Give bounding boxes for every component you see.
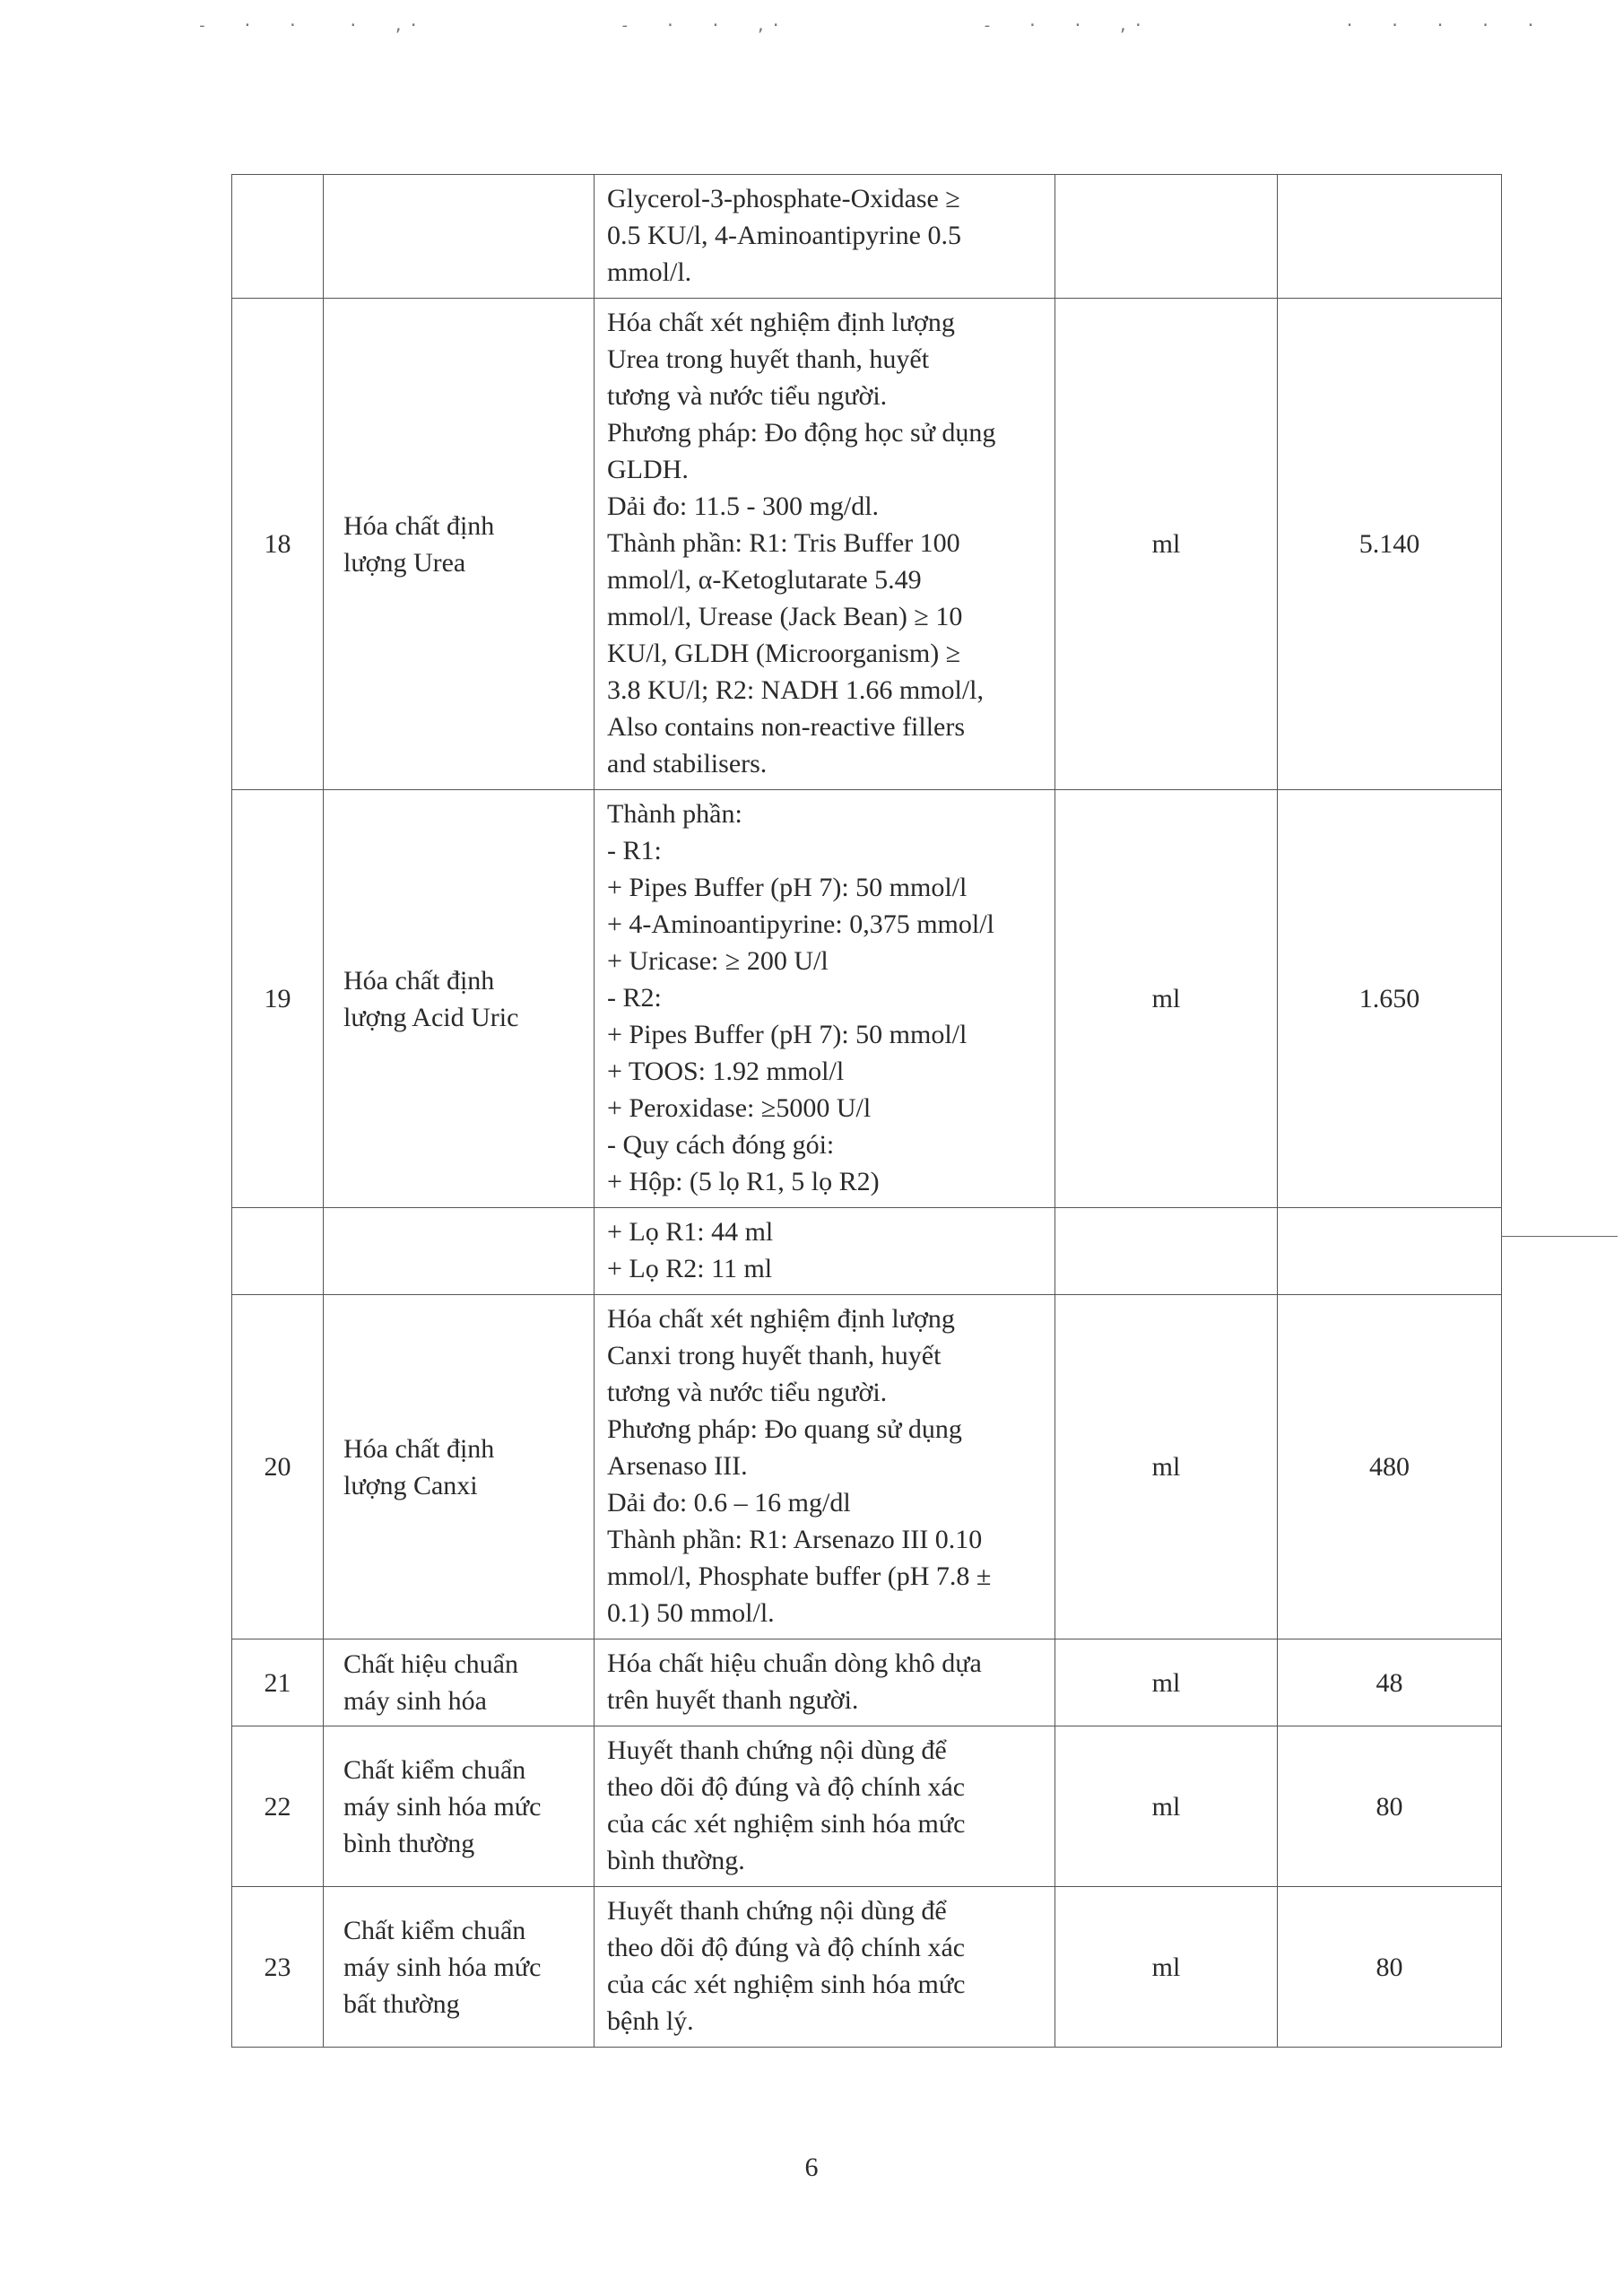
description-line: mmol/l. (607, 257, 692, 287)
table-row (232, 790, 1502, 1208)
product-name-cell (324, 1726, 595, 1887)
table-row (232, 299, 1502, 790)
description-line: Canxi trong huyết thanh, huyết (607, 1341, 942, 1370)
description-line: and stabilisers. (607, 749, 768, 778)
description-line: + Pipes Buffer (pH 7): 50 mmol/l (607, 1020, 968, 1049)
product-name-line: bình thường (343, 1828, 475, 1858)
description-line: theo dõi độ đúng và độ chính xác (607, 1933, 966, 1962)
table-row (232, 1295, 1502, 1639)
unit-cell (1055, 1726, 1278, 1887)
quantity-cell (1278, 1887, 1502, 2048)
description-line: + Hộp: (5 lọ R1, 5 lọ R2) (607, 1167, 880, 1196)
quantity-value: 1.650 (1358, 984, 1420, 1013)
quantity-cell (1278, 1726, 1502, 1887)
table-row (232, 175, 1502, 299)
row-number-cell (232, 175, 324, 299)
description-line: bình thường. (607, 1846, 745, 1875)
description-line: Thành phần: (607, 799, 742, 829)
unit-cell (1055, 790, 1278, 1208)
product-name-cell (324, 790, 595, 1208)
description-line: Dải đo: 11.5 - 300 mg/dl. (607, 491, 880, 521)
description-line: Thành phần: R1: Tris Buffer 100 (607, 528, 960, 558)
quantity-cell (1278, 1208, 1502, 1295)
reagent-table (231, 174, 1502, 2048)
description-cell (595, 1639, 1055, 1726)
quantity-cell (1278, 299, 1502, 790)
description-line: - Quy cách đóng gói: (607, 1130, 835, 1160)
row-number: 18 (264, 529, 291, 559)
quantity-cell (1278, 175, 1502, 299)
description-line: bệnh lý. (607, 2006, 694, 2036)
description-cell (595, 175, 1055, 299)
table-row (232, 1726, 1502, 1887)
product-name-line: Chất kiểm chuẩn (343, 1754, 526, 1785)
description-cell (595, 1726, 1055, 1887)
description-line: Hóa chất hiệu chuẩn dòng khô dựa (607, 1648, 982, 1678)
product-name-cell (324, 1639, 595, 1726)
description-cell (595, 790, 1055, 1208)
unit-cell (1055, 1887, 1278, 2048)
quantity-value: 480 (1369, 1452, 1410, 1482)
product-name-line: Chất hiệu chuẩn (343, 1649, 518, 1679)
quantity-value: 48 (1376, 1667, 1403, 1698)
description-line: tương và nước tiểu người. (607, 381, 888, 411)
table-row (232, 1887, 1502, 2048)
description-line: theo dõi độ đúng và độ chính xác (607, 1772, 966, 1802)
description-line: + Lọ R1: 44 ml (607, 1217, 774, 1247)
product-name-cell (324, 1887, 595, 2048)
row-number-cell (232, 299, 324, 790)
product-name-cell (324, 1295, 595, 1639)
unit-value: ml (1151, 529, 1181, 559)
unit-cell (1055, 1295, 1278, 1639)
description-line: 0.1) 50 mmol/l. (607, 1598, 775, 1628)
description-line: Phương pháp: Đo quang sử dụng (607, 1414, 962, 1444)
product-name-line: máy sinh hóa (343, 1686, 487, 1716)
description-line: 0.5 KU/l, 4-Aminoantipyrine 0.5 (607, 221, 961, 250)
description-cell (595, 1887, 1055, 2048)
description-line: Urea trong huyết thanh, huyết (607, 344, 930, 374)
product-name-cell (324, 1208, 595, 1295)
description-line: Hóa chất xét nghiệm định lượng (607, 1304, 955, 1334)
product-name-line: lượng Acid Uric (343, 1002, 519, 1032)
description-line: Thành phần: R1: Arsenazo III 0.10 (607, 1525, 983, 1554)
description-line: của các xét nghiệm sinh hóa mức (607, 1970, 966, 1999)
product-name-cell (324, 175, 595, 299)
description-line: 3.8 KU/l; R2: NADH 1.66 mmol/l, (607, 675, 985, 705)
description-line: Phương pháp: Đo động học sử dụng (607, 418, 996, 448)
description-line: mmol/l, α-Ketoglutarate 5.49 (607, 565, 922, 595)
product-name-line: lượng Canxi (343, 1470, 478, 1500)
row-number-cell (232, 1887, 324, 2048)
description-cell (595, 1208, 1055, 1295)
description-line: + TOOS: 1.92 mmol/l (607, 1057, 845, 1086)
description-line: mmol/l, Urease (Jack Bean) ≥ 10 (607, 602, 963, 631)
product-name-line: bất thường (343, 1988, 460, 2019)
product-name-line: lượng Urea (343, 547, 466, 578)
unit-cell (1055, 1208, 1278, 1295)
description-line: KU/l, GLDH (Microorganism) ≥ (607, 639, 961, 668)
product-name-cell (324, 299, 595, 790)
row-number-cell (232, 1639, 324, 1726)
description-cell (595, 1295, 1055, 1639)
quantity-cell (1278, 790, 1502, 1208)
row-number: 21 (264, 1667, 291, 1698)
description-line: + 4-Aminoantipyrine: 0,375 mmol/l (607, 909, 994, 939)
unit-cell (1055, 299, 1278, 790)
description-line: tương và nước tiểu người. (607, 1378, 888, 1407)
unit-value: ml (1151, 1667, 1181, 1698)
row-number-cell (232, 790, 324, 1208)
unit-value: ml (1151, 1791, 1181, 1822)
description-line: Glycerol-3-phosphate-Oxidase ≥ (607, 184, 960, 213)
description-line: Huyết thanh chứng nội dùng để (607, 1896, 947, 1926)
description-line: trên huyết thanh người. (607, 1685, 859, 1715)
quantity-value: 5.140 (1358, 529, 1420, 559)
scan-divider-line (1501, 1236, 1618, 1237)
reagent-table-body (232, 175, 1502, 2048)
quantity-cell (1278, 1639, 1502, 1726)
unit-cell (1055, 1639, 1278, 1726)
product-name-line: Chất kiểm chuẩn (343, 1915, 526, 1945)
table-row (232, 1208, 1502, 1295)
product-name-line: máy sinh hóa mức (343, 1952, 542, 1982)
unit-value: ml (1151, 984, 1181, 1013)
table-row (232, 1639, 1502, 1726)
row-number-cell (232, 1295, 324, 1639)
product-name-line: Hóa chất định (343, 510, 495, 541)
product-name-line: máy sinh hóa mức (343, 1791, 542, 1822)
description-line: + Pipes Buffer (pH 7): 50 mmol/l (607, 873, 968, 902)
description-line: Hóa chất xét nghiệm định lượng (607, 308, 955, 337)
row-number: 19 (264, 984, 291, 1013)
product-name-line: Hóa chất định (343, 965, 495, 996)
scan-specks-decoration: - · · · ,· - · · ,· - · · ,· · · · · · (197, 16, 1541, 35)
quantity-cell (1278, 1295, 1502, 1639)
unit-value: ml (1151, 1452, 1181, 1482)
product-name-line: Hóa chất định (343, 1433, 495, 1464)
description-line: mmol/l, Phosphate buffer (pH 7.8 ± (607, 1561, 992, 1591)
description-line: - R2: (607, 983, 662, 1013)
description-line: Arsenaso III. (607, 1451, 748, 1481)
description-line: GLDH. (607, 455, 689, 484)
description-line: Dải đo: 0.6 – 16 mg/dl (607, 1488, 851, 1518)
page-number: 6 (804, 2152, 819, 2182)
description-line: + Uricase: ≥ 200 U/l (607, 946, 829, 976)
row-number: 22 (264, 1791, 291, 1822)
row-number-cell (232, 1208, 324, 1295)
description-line: Huyết thanh chứng nội dùng để (607, 1735, 947, 1765)
description-cell (595, 299, 1055, 790)
row-number: 23 (264, 1952, 291, 1982)
description-line: Also contains non-reactive fillers (607, 712, 966, 742)
row-number: 20 (264, 1452, 291, 1482)
description-line: + Peroxidase: ≥5000 U/l (607, 1093, 872, 1123)
unit-value: ml (1151, 1952, 1181, 1982)
description-line: + Lọ R2: 11 ml (607, 1254, 773, 1283)
quantity-value: 80 (1376, 1791, 1403, 1822)
row-number-cell (232, 1726, 324, 1887)
quantity-value: 80 (1376, 1952, 1403, 1982)
unit-cell (1055, 175, 1278, 299)
description-line: - R1: (607, 836, 662, 865)
description-line: của các xét nghiệm sinh hóa mức (607, 1809, 966, 1839)
